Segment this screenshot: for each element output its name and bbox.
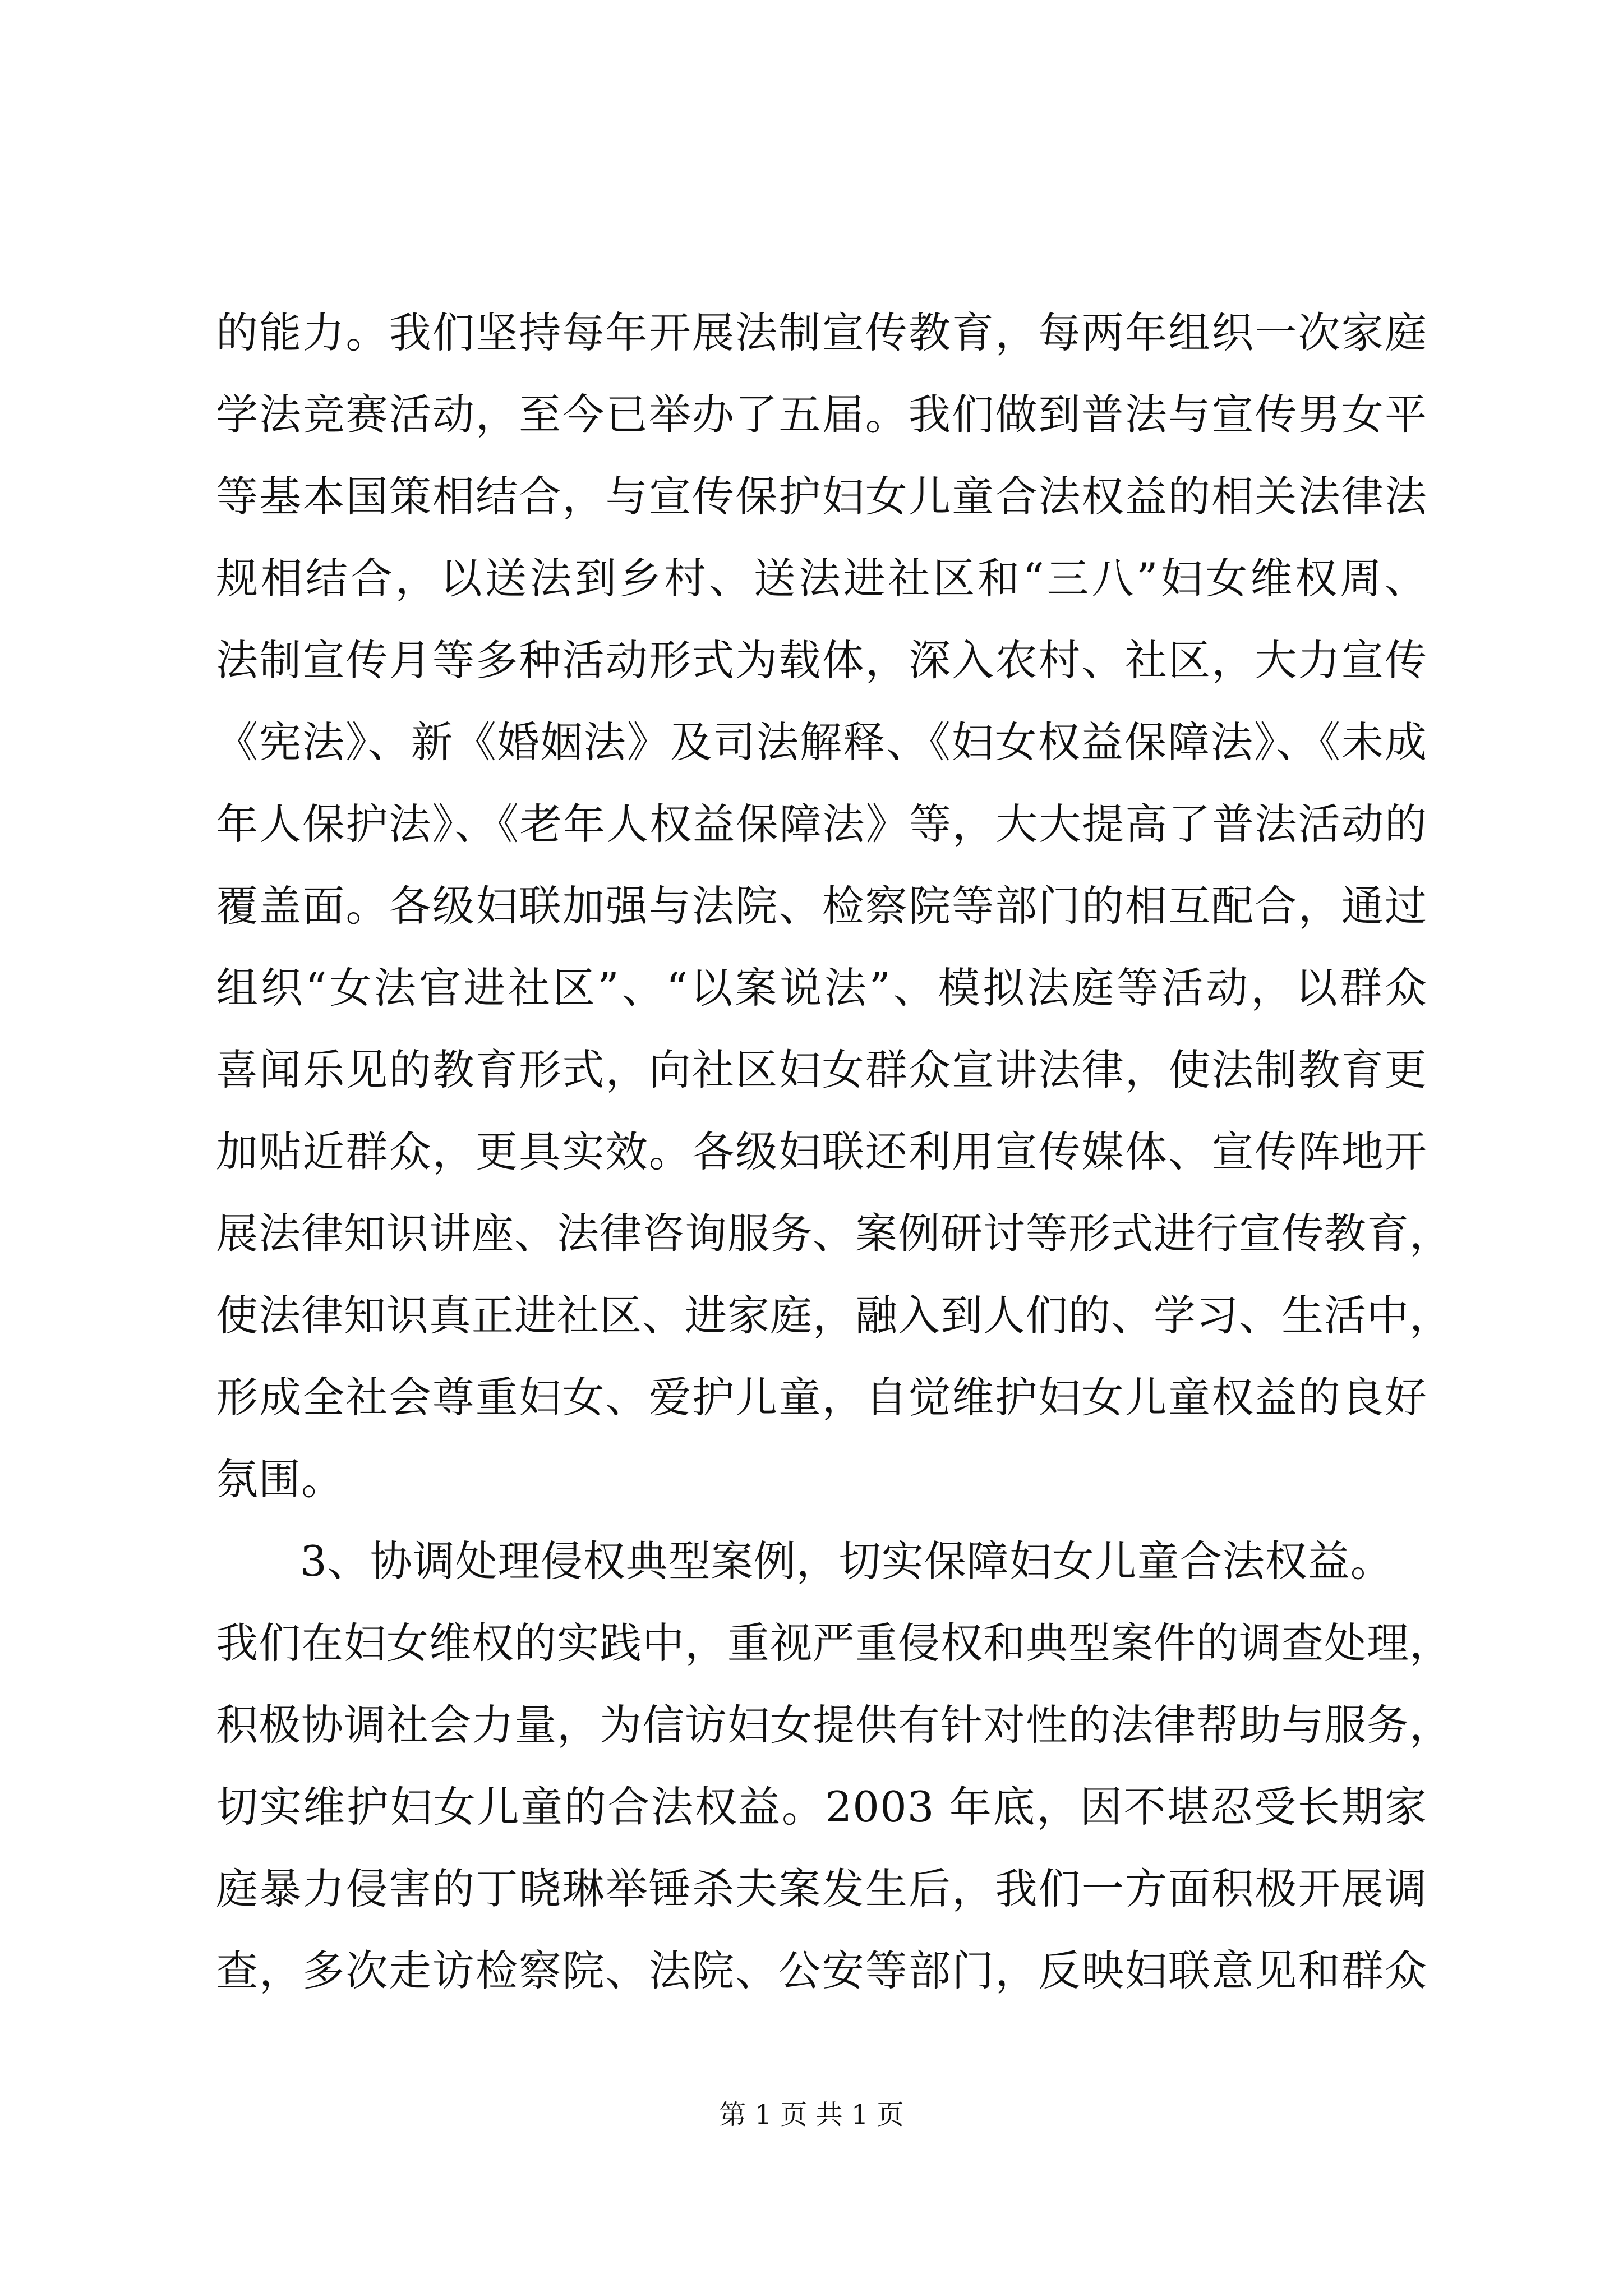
text-line: 等基本国策相结合，与宣传保护妇女儿童合法权益的相关法律法 <box>216 472 1427 521</box>
text-line: 喜闻乐见的教育形式，向社区妇女群众宣讲法律，使法制教育更 <box>216 1045 1427 1094</box>
section-heading: 3、协调处理侵权典型案例，切实保障妇女儿童合法权益。 <box>300 1536 1393 1586</box>
text-line: 的能力。我们坚持每年开展法制宣传教育，每两年组织一次家庭 <box>216 308 1427 357</box>
text-line: 查，多次走访检察院、法院、公安等部门，反映妇联意见和群众 <box>216 1946 1427 1995</box>
text-line: 氛围。 <box>216 1455 344 1504</box>
text-line: 规相结合，以送法到乡村、送法进社区和“三八”妇女维权周、 <box>216 554 1427 603</box>
text-line: 展法律知识讲座、法律咨询服务、案例研讨等形式进行宣传教育， <box>216 1209 1453 1258</box>
text-line: 《宪法》、新《婚姻法》及司法解释、《妇女权益保障法》、《未成 <box>216 717 1427 767</box>
text-line: 学法竞赛活动，至今已举办了五届。我们做到普法与宣传男女平 <box>216 390 1427 439</box>
text-line: 组织“女法官进社区”、“以案说法”、模拟法庭等活动，以群众 <box>216 963 1427 1013</box>
text-line: 庭暴力侵害的丁晓琳举锤杀夫案发生后，我们一方面积极开展调 <box>216 1864 1427 1913</box>
text-line: 形成全社会尊重妇女、爱护儿童，自觉维护妇女儿童权益的良好 <box>216 1373 1427 1422</box>
text-line: 使法律知识真正进社区、进家庭，融入到人们的、学习、生活中， <box>216 1291 1453 1340</box>
text-line: 切实维护妇女儿童的合法权益。2003 年底，因不堪忍受长期家 <box>216 1782 1427 1832</box>
text-line: 我们在妇女维权的实践中，重视严重侵权和典型案件的调查处理， <box>216 1618 1453 1668</box>
text-line: 积极协调社会力量，为信访妇女提供有针对性的法律帮助与服务， <box>216 1700 1453 1750</box>
page-footer: 第 1 页 共 1 页 <box>719 2099 904 2131</box>
body-text <box>216 292 1453 2012</box>
text-line: 覆盖面。各级妇联加强与法院、检察院等部门的相互配合，通过 <box>216 881 1427 931</box>
text-line: 年人保护法》、《老年人权益保障法》等，大大提高了普法活动的 <box>216 799 1427 849</box>
text-line: 法制宣传月等多种活动形式为载体，深入农村、社区，大力宣传 <box>216 636 1427 685</box>
text-line: 加贴近群众，更具实效。各级妇联还利用宣传媒体、宣传阵地开 <box>216 1127 1427 1176</box>
